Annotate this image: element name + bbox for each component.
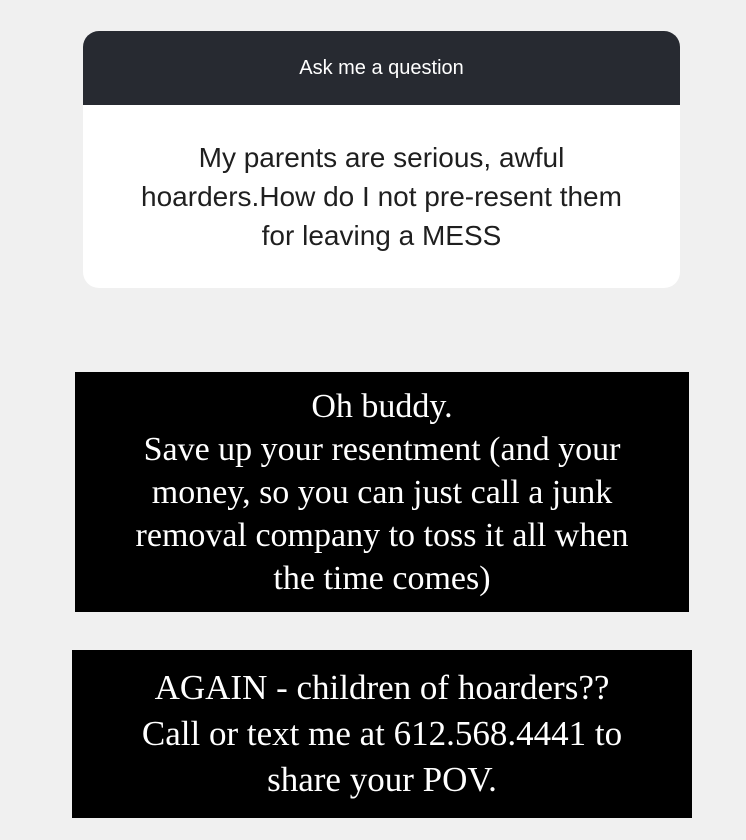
answer-text-secondary: AGAIN - children of hoarders?? Call or text me at 612.568.4441 to share your POV. — [141, 668, 623, 799]
answer-text-box-secondary — [72, 650, 692, 818]
question-sticker — [83, 31, 680, 288]
question-sticker-body — [83, 105, 680, 288]
answer-text-box-primary — [75, 372, 689, 612]
answer-text-primary: Oh buddy. Save up your resentment (and your money, so you can just call a junk removal company to toss it all when the time comes) — [135, 387, 629, 597]
question-sticker-header: Ask me a question — [83, 31, 680, 105]
question-text: My parents are serious, awful hoarders.How do I not pre-resent them for leaving a MESS — [141, 142, 622, 251]
